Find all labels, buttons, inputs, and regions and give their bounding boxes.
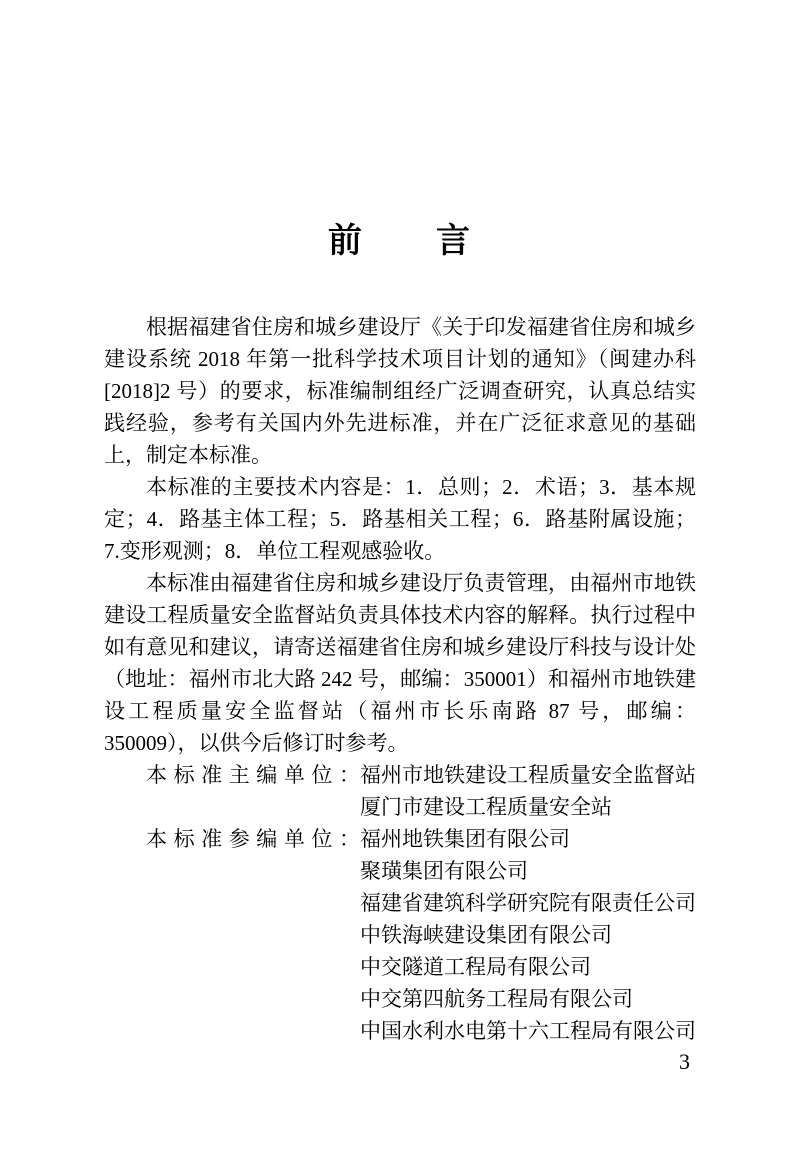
editor-row	[104, 823, 696, 855]
editor-unit: 福州市地铁建设工程质量安全监督站	[360, 763, 696, 787]
participating-editor-block	[104, 823, 696, 1047]
paragraph-basis: 根据福建省住房和城乡建设厅《关于印发福建省住房和城乡建设系统 2018 年第一批科学技术项目计划的通知》（闽建办科[2018]2 号）的要求，标准编制组经广泛调查研究，认真总结实践经验，参考有关国内外先进标准，并在广泛征求意见的基础上，制定本标准。	[104, 315, 696, 467]
editor-unit: 中交隧道工程局有限公司	[360, 955, 591, 979]
editor-unit: 福建省建筑科学研究院有限责任公司	[360, 891, 696, 915]
editor-row	[104, 791, 696, 823]
preface-title: 前 言	[328, 223, 472, 260]
chief-editor-block	[104, 759, 696, 823]
editor-unit: 聚璜集团有限公司	[360, 859, 528, 883]
editor-row	[104, 983, 696, 1015]
editor-row	[104, 887, 696, 919]
body-text	[104, 311, 696, 1047]
editor-row	[104, 951, 696, 983]
editor-row	[104, 1015, 696, 1047]
paragraph-management: 本标准由福建省住房和城乡建设厅负责管理，由福州市地铁建设工程质量安全监督站负责具体技术内容的解释。执行过程中如有意见和建议，请寄送福建省住房和城乡建设厅科技与设计处（地址：福州市北大路 242 号，邮编：350001）和福州市地铁建设工程质量安全监督站（福州市长乐南路 87 号，邮编：350009），以供今后修订时参考。	[104, 571, 696, 755]
editor-row	[104, 855, 696, 887]
editor-unit: 福州地铁集团有限公司	[360, 827, 570, 851]
chief-editor-label: 本标准主编单位：	[146, 763, 360, 787]
editor-unit: 中交第四航务工程局有限公司	[360, 987, 633, 1011]
participating-editor-label: 本标准参编单位：	[146, 827, 360, 851]
editor-unit: 中国水利水电第十六工程局有限公司	[360, 1019, 696, 1043]
editor-unit: 厦门市建设工程质量安全站	[360, 795, 612, 819]
editor-row	[104, 759, 696, 791]
page-number: 3	[679, 1049, 690, 1074]
page-content	[104, 0, 696, 1047]
editor-unit: 中铁海峡建设集团有限公司	[360, 923, 612, 947]
editor-row	[104, 919, 696, 951]
paragraph-contents: 本标准的主要技术内容是：1．总则；2．术语；3．基本规定；4．路基主体工程；5．路基相关工程；6．路基附属设施；7.变形观测；8．单位工程观感验收。	[104, 475, 696, 563]
